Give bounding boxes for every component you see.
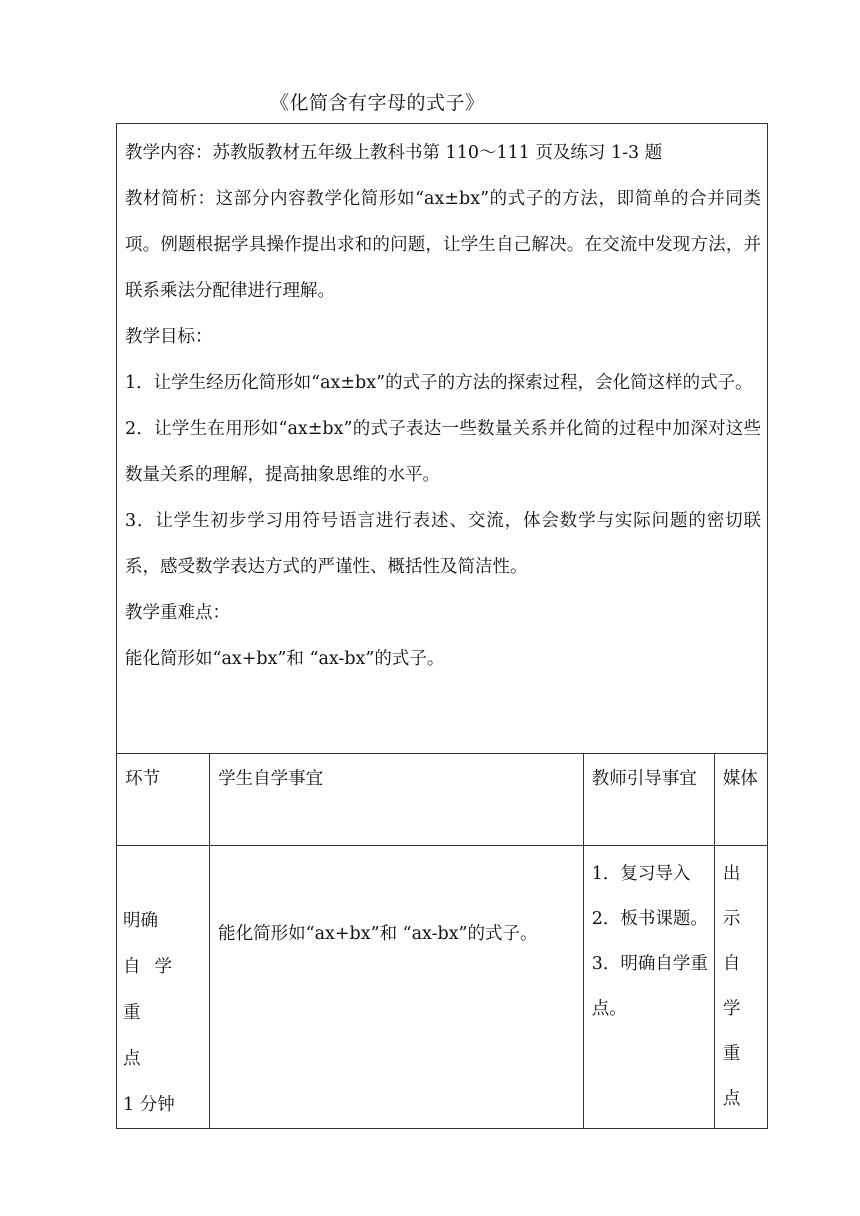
material-analysis: 教材简析：这部分内容教学化简形如“ax±bx”的式子的方法，即简单的合并同类项。例题根据学具操作提出求和的问题，让学生自己解决。在交流中发现方法，并联系乘法分配律进行理解。 [125, 189, 761, 301]
media-char: 点 [722, 1089, 741, 1109]
media-char: 重 [722, 1044, 741, 1064]
media-char: 自 [722, 954, 741, 974]
media-char: 出 [722, 864, 741, 884]
goal-2: 2．让学生在用形如“ax±bx”的式子表达一些数量关系并化简的过程中加深对这些数量关系的理解，提高抽象思维的水平。 [125, 419, 761, 485]
header-media: 媒体 [714, 754, 767, 846]
stage-line: 点 [123, 1049, 141, 1069]
stage-duration: 1 分钟 [123, 1095, 175, 1115]
intro-row [117, 124, 768, 754]
key-points-label: 教学重难点： [125, 603, 230, 623]
header-teacher-text: 教师引导事宜 [591, 769, 697, 789]
intro-cell [117, 124, 768, 754]
stage-cell [117, 846, 210, 1129]
teaching-content: 教学内容：苏教版教材五年级上教科书第 110～111 页及练习 1-3 题 [125, 143, 663, 163]
header-teacher [583, 754, 714, 846]
table-header-row [117, 754, 768, 846]
header-student: 学生自学事宜 [210, 754, 584, 846]
page-title: 《化简含有字母的式子》 [270, 92, 485, 114]
media-char: 示 [722, 909, 741, 929]
media-char: 学 [722, 999, 741, 1019]
key-points-text: 能化简形如“ax+bx”和 “ax-bx”的式子。 [125, 649, 445, 669]
goal-1: 1．让学生经历化简形如“ax±bx”的式子的方法的探索过程，会化简这样的式子。 [125, 373, 753, 393]
goal-3: 3．让学生初步学习用符号语言进行表述、交流，体会数学与实际问题的密切联系，感受数学表达方式的严谨性、概括性及简洁性。 [125, 511, 761, 577]
student-text: 能化简形如“ax+bx”和 “ax-bx”的式子。 [218, 924, 538, 944]
student-cell [210, 846, 584, 1129]
goals-label: 教学目标： [125, 327, 213, 347]
table-row [117, 846, 768, 1129]
teacher-cell [583, 846, 714, 1129]
teacher-step: 2．板书课题。 [591, 909, 708, 929]
stage-line: 自学重 [123, 957, 186, 1023]
lesson-plan-table [116, 123, 768, 1129]
stage-line: 明确 [123, 911, 158, 931]
teacher-step: 3．明确自学重点。 [591, 954, 708, 1019]
media-cell [714, 846, 767, 1129]
teacher-step: 1．复习导入 [591, 864, 691, 884]
header-stage: 环节 [117, 754, 210, 846]
